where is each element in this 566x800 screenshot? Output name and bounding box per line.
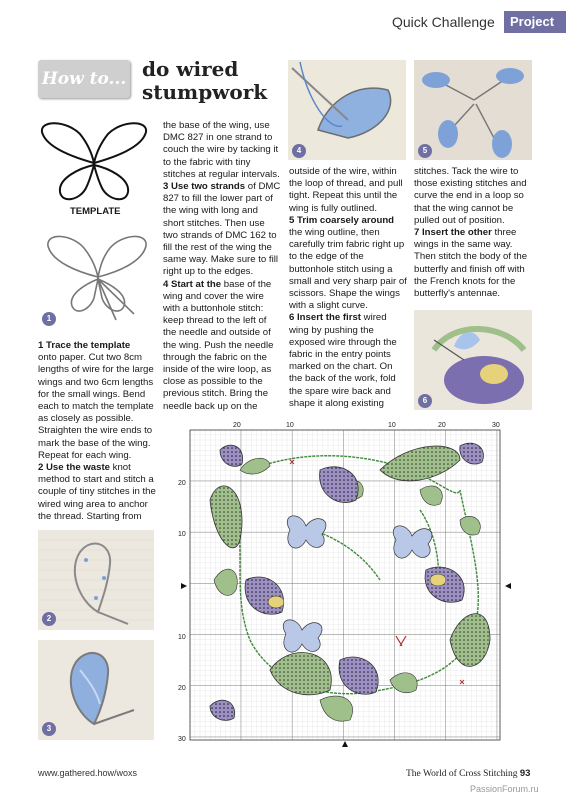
watermark: PassionForum.ru (470, 784, 539, 794)
step-1-heading: 1 Trace the template (38, 340, 131, 351)
step-7-text: three wings in the same way. Then stitch the body of the butterfly and finish off with the French knots for the butterfly's antennae. (414, 227, 528, 300)
step-6-continued: stitches. Tack the wire to those existing stitches and curve the end in a loop so that the wing cannot be pulled out of position. (414, 166, 527, 226)
step-6-text: wired wing by pushing the exposed wire through the fabric in the entry points marked on the chart. On the back of the work, fold the spare wire back and shape it along existing (289, 312, 397, 409)
step-badge: 4 (292, 144, 306, 158)
chart-left-tick: 20 (178, 480, 186, 487)
column-2 (163, 120, 281, 413)
step-5-heading: 5 Trim coarsely around (289, 214, 395, 226)
title-line-1: do wired (142, 57, 239, 81)
step-badge: 6 (418, 394, 432, 408)
step-7-heading: 7 Insert the other (414, 227, 492, 239)
photo-step-6 (414, 310, 532, 410)
chart-left-tick: 10 (178, 531, 186, 538)
photo-step-2 (38, 530, 154, 630)
step-4-continued: outside of the wire, within the loop of thread, and pull tight. Repeat this until the wing is fully outlined. (289, 166, 403, 214)
step-4-heading: 4 Start at the (163, 278, 222, 290)
step-4-text: base of the wing and cover the wire with a buttonhole stitch: keep thread to the left of the needle and outside of the wing. Push the needle through the fabric on the inside of the wire loop, as close as possible to the previous stitch. Bring the needle back up on the (163, 278, 274, 412)
column-3 (289, 166, 407, 410)
template-label: TEMPLATE (70, 206, 121, 217)
step-badge: 1 (42, 312, 56, 326)
photo-step-5 (414, 60, 532, 160)
chart-top-tick: 20 (438, 422, 446, 429)
step-1-text: onto paper. Cut two 8cm lengths of wire for the large wings and two 6cm lengths for the small wings. Bend each to match the template as closely as possible. Straighten the wire ends to mark the base of the wing. Repeat for each wing. (38, 352, 154, 461)
step-badge: 3 (42, 722, 56, 736)
chart-top-tick: 20 (233, 422, 241, 429)
page-title (142, 58, 267, 104)
title-line-2: stumpwork (142, 80, 268, 104)
footer-url[interactable]: www.gathered.how/woxs (38, 768, 138, 778)
photo-step-1 (38, 222, 154, 330)
step-badge: 5 (418, 144, 432, 158)
section-tag: Project (504, 11, 566, 33)
step-3-text: of DMC 827 to fill the lower part of the wing with long and short stitches. Then use two strands of DMC 162 to fill the rest of the wing the same way. Make sure to fill right up to the edges. (163, 181, 281, 278)
chart-left-tick: 30 (178, 736, 186, 743)
chart-top-tick: 10 (286, 422, 294, 429)
wing-template-drawing (36, 118, 152, 208)
step-2-heading: 2 Use the waste (38, 462, 110, 474)
step-badge: 2 (42, 612, 56, 626)
chart-top-tick: 10 (388, 422, 396, 429)
step-6-heading: 6 Insert the first (289, 312, 361, 324)
footer-magazine: The World of Cross Stitching 93 (406, 768, 531, 779)
section-title: Quick Challenge (392, 14, 495, 30)
photo-step-3 (38, 640, 154, 740)
column-4 (414, 166, 532, 300)
step-5-text: the wing outline, then carefully trim fabric right up to the edge of the buttonhole stitch using a small and very sharp pair of scissors. Shape the wings with a slight curve. (289, 227, 407, 312)
how-to-label: How to... (38, 60, 130, 98)
chart-top-tick: 30 (492, 422, 500, 429)
step-3-heading: 3 Use two strands (163, 181, 246, 193)
column-1 (38, 340, 158, 523)
step-2-continued: the base of the wing, use DMC 827 in one strand to couch the wire by tacking it to the fabric with tiny stitches at regular intervals. (163, 120, 280, 180)
chart-left-tick: 20 (178, 685, 186, 692)
step-2-text: knot method to start and stitch a couple of tiny stitches in the wired wing area to anchor the thread. Starting from (38, 462, 156, 522)
photo-step-4 (288, 60, 406, 160)
chart-left-tick: 10 (178, 634, 186, 641)
cross-stitch-chart (178, 420, 514, 750)
page-number: 93 (519, 768, 531, 779)
